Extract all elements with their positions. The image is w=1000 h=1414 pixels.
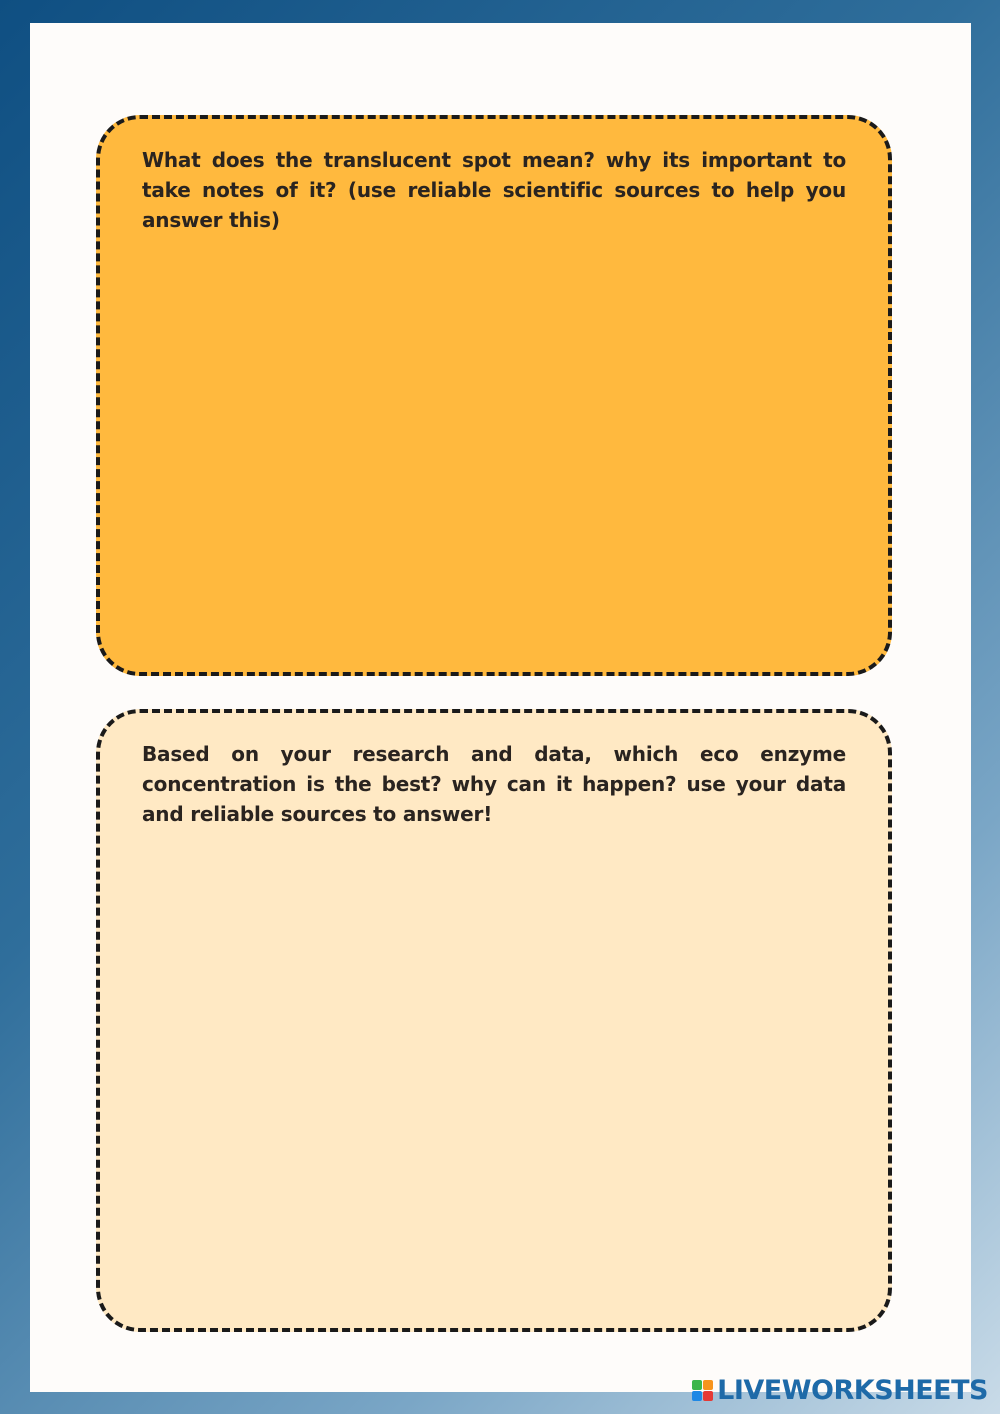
question-card-1	[96, 115, 892, 676]
worksheet-page	[30, 23, 971, 1392]
logo-square-blue	[692, 1391, 702, 1401]
answer-area-2[interactable]	[142, 843, 846, 1298]
watermark-text: LIVEWORKSHEETS	[717, 1375, 988, 1406]
logo-square-red	[703, 1391, 713, 1401]
liveworksheets-watermark	[692, 1375, 988, 1406]
question-card-2	[96, 709, 892, 1332]
question-1-text: What does the translucent spot mean? why its important to take notes of it? (use reliable scientific sources to help you answer this)	[142, 148, 846, 232]
logo-square-orange	[703, 1380, 713, 1390]
logo-square-green	[692, 1380, 702, 1390]
answer-area-1[interactable]	[142, 249, 846, 642]
liveworksheets-logo-icon	[692, 1380, 713, 1401]
question-2-text: Based on your research and data, which eco enzyme concentration is the best? why can it happen? use your data and reliable sources to answer!	[142, 742, 846, 826]
